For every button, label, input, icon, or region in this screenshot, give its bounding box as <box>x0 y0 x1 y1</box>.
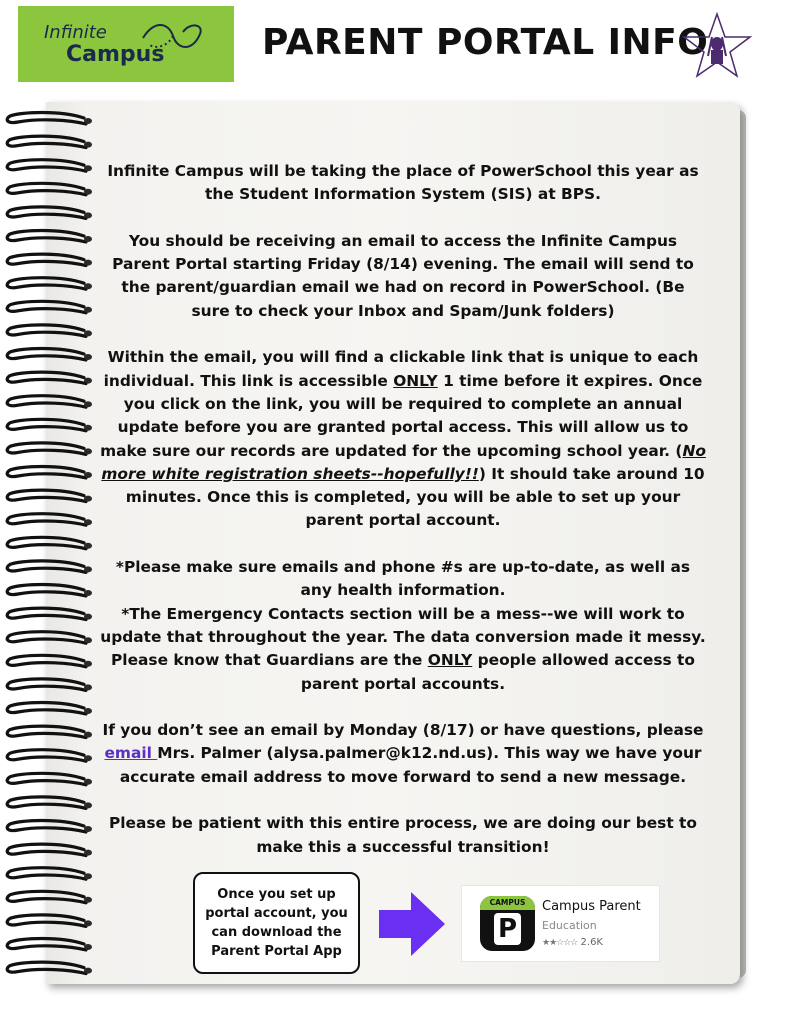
emphasis-only: ONLY <box>427 651 473 670</box>
rating-count: 2.6K <box>580 937 603 948</box>
emphasis-only: ONLY <box>393 371 438 390</box>
spiral-coil <box>7 821 92 833</box>
rating-stars-icon: ★★☆☆☆ <box>542 938 578 948</box>
spiral-coil <box>7 915 92 927</box>
text-segment: Mrs. Palmer (alysa.palmer@k12.nd.us). This way we have your accurate email address to move forward to send a new message. <box>119 744 702 786</box>
spiral-coil <box>7 254 92 266</box>
paragraph-intro: Infinite Campus will be taking the place of PowerSchool this year as the Student Information System (SIS) at BPS. <box>107 162 699 204</box>
email-link[interactable]: email <box>104 744 158 763</box>
app-category: Education <box>542 919 597 932</box>
spiral-coil <box>7 962 92 974</box>
spiral-coil <box>7 419 92 431</box>
spiral-coil <box>7 537 92 549</box>
paragraph-closing: Please be patient with this entire process, we are doing our best to make this a successful transition! <box>109 814 697 856</box>
spiral-coil <box>7 939 92 951</box>
spiral-coil <box>7 490 92 502</box>
spiral-coil <box>7 349 92 361</box>
spiral-coil <box>7 561 92 573</box>
spiral-coil <box>7 136 92 148</box>
spiral-coil <box>7 467 92 479</box>
paragraph-email-access: You should be receiving an email to access the Infinite Campus Parent Portal starting Friday (8/14) evening. The email will send to the parent/guardian email we had on record in PowerSchool. (Be sure to check your Inbox and Spam/Junk folders) <box>112 231 694 320</box>
logo-text-campus: Campus <box>66 42 165 67</box>
paragraph-contact-info: *Please make sure emails and phone #s are up-to-date, as well as any health information. <box>115 558 691 600</box>
text-segment: ) It should take around 10 minutes. Once this is completed, you will be able to set up your parent portal account. <box>125 464 705 530</box>
spiral-coil <box>7 396 92 408</box>
logo-text-infinite: Infinite <box>44 22 107 43</box>
text-segment: 1 time before it expires. Once you click on the link, you will be required to complete an annual update before you are granted portal access. This will allow us to make sure our records are updated for the upcoming school year. ( <box>100 371 703 460</box>
paragraph-emergency-contacts <box>100 603 706 696</box>
download-app-callout: Once you set up portal account, you can download the Parent Portal App <box>193 872 360 974</box>
spiral-coil <box>7 372 92 384</box>
app-rating <box>542 937 603 948</box>
campus-parent-app-icon <box>480 896 535 951</box>
spiral-coil <box>7 679 92 691</box>
text-segment: people allowed access to parent portal accounts. <box>300 651 695 693</box>
spiral-coil <box>7 207 92 219</box>
spiral-coil <box>7 514 92 526</box>
emphasis-no-more-sheets: No more white registration sheets--hopefully!! <box>101 441 706 483</box>
app-icon-letter: P <box>494 913 521 945</box>
right-arrow-icon <box>377 890 447 958</box>
spiral-coil <box>7 183 92 195</box>
spiral-coil <box>7 726 92 738</box>
spiral-coil <box>7 608 92 620</box>
spiral-coil <box>7 443 92 455</box>
spiral-coil <box>7 231 92 243</box>
school-star-emblem-icon <box>682 12 752 80</box>
campus-parent-app-card[interactable] <box>461 885 660 962</box>
spiral-coil <box>7 278 92 290</box>
spiral-coil <box>7 844 92 856</box>
spiral-coil <box>7 160 92 172</box>
spiral-coil <box>7 868 92 880</box>
text-segment: Within the email, you will find a clickable link that is unique to each individual. This link is accessible <box>103 348 699 390</box>
spiral-coil <box>7 655 92 667</box>
spiral-coil <box>7 325 92 337</box>
spiral-coil <box>7 891 92 903</box>
app-name: Campus Parent <box>542 899 641 914</box>
app-icon-label: CAMPUS <box>480 896 535 910</box>
text-segment: *The Emergency Contacts section will be a mess--we will work to update that throughout the year. The data conversion made it messy. Please know that Guardians are the <box>100 604 706 670</box>
paragraph-questions <box>100 719 706 789</box>
spiral-coil <box>7 797 92 809</box>
text-segment: If you don’t see an email by Monday (8/17) or have questions, please <box>102 721 704 740</box>
spiral-coil <box>7 632 92 644</box>
notebook-spiral-binding <box>0 100 110 990</box>
spiral-coil <box>7 585 92 597</box>
notice-content <box>100 160 706 882</box>
paragraph-clickable-link <box>100 346 706 532</box>
spiral-coil <box>7 703 92 715</box>
page-title: PARENT PORTAL INFO <box>262 22 709 63</box>
infinite-campus-logo <box>18 6 234 82</box>
spiral-coil <box>7 773 92 785</box>
spiral-coil <box>7 750 92 762</box>
spiral-coil <box>7 113 92 125</box>
spiral-coil <box>7 301 92 313</box>
